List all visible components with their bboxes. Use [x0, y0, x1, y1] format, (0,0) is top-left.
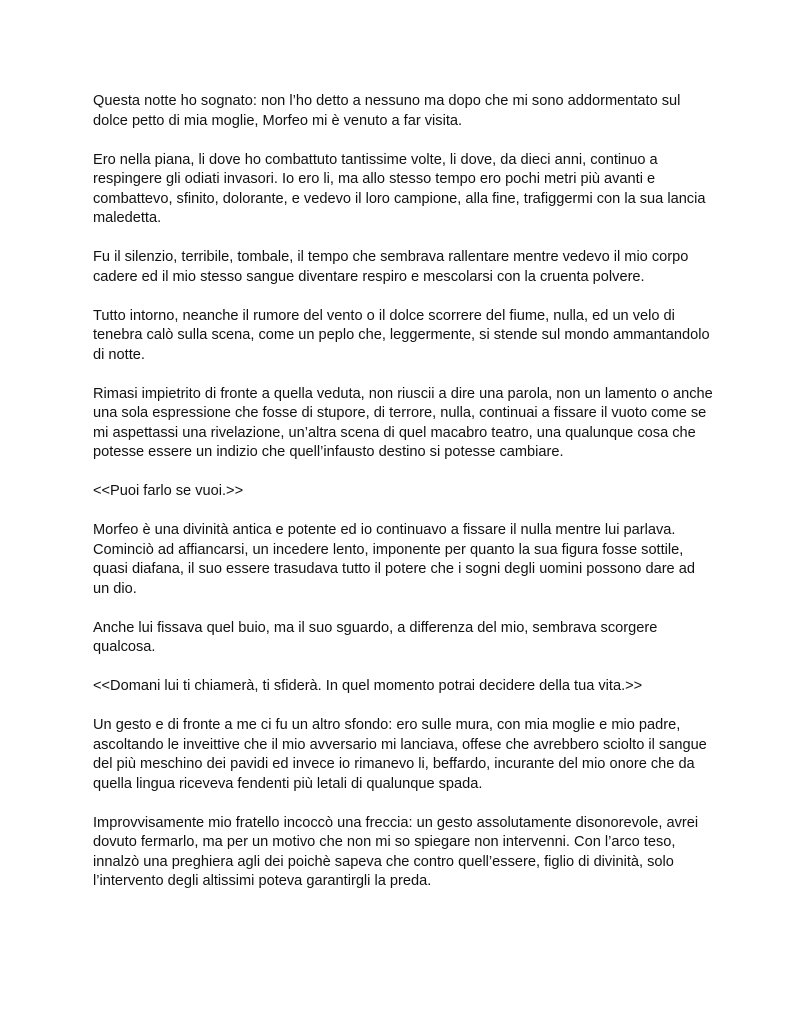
- paragraph-5: Rimasi impietrito di fronte a quella veduta, non riuscii a dire una parola, non un lamento o anche una sola espressione che fosse di stupore, di terrore, nulla, continuai a fissare il vuoto come se mi aspettassi una rivelazione, un’altra scena di quel macabro teatro, una qualunque cosa che potesse essere un indizio che quell’infausto destino si potesse cambiare.: [93, 385, 713, 460]
- paragraph-2: Ero nella piana, li dove ho combattuto tantissime volte, li dove, da dieci anni, continuo a respingere gli odiati invasori. Io ero li, ma allo stesso tempo ero pochi metri più avanti e combattevo, sfinito, dolorante, e vedevo il loro campione, alla fine, trafiggermi con la sua lancia maledetta.: [93, 151, 706, 226]
- paragraph-4: Tutto intorno, neanche il rumore del vento o il dolce scorrere del fiume, nulla, ed un velo di tenebra calò sulla scena, come un peplo che, leggermente, si stende sul mondo ammantandolo di notte.: [93, 307, 710, 363]
- paragraph-1: Questa notte ho sognato: non l’ho detto a nessuno ma dopo che mi sono addormentato sul dolce petto di mia moglie, Morfeo mi è venuto a far visita.: [93, 93, 681, 129]
- paragraph-11: Improvvisamente mio fratello incoccò una freccia: un gesto assolutamente disonorevole, avrei dovuto fermarlo, ma per un motivo che non mi so spiegare non intervenni. Con l’arco teso, innalzò una preghiera agli dei poichè sapeva che contro quell’essere, figlio di divinità, solo l’intervento degli altissimi poteva garantirgli la preda.: [93, 814, 699, 889]
- paragraph-10: Un gesto e di fronte a me ci fu un altro sfondo: ero sulle mura, con mia moglie e mio padre, ascoltando le inveittive che il mio avversario mi lanciava, offese che avrebbero sciolto il sangue del più meschino dei pavidi ed invece io rimanevo li, beffardo, incurante del mio onore che da quella lingua riceveva fendenti più letali di qualunque spada.: [93, 717, 707, 792]
- document-body: [93, 92, 713, 911]
- paragraph-3: Fu il silenzio, terribile, tombale, il tempo che sembrava rallentare mentre vedevo il mio corpo cadere ed il mio stesso sangue diventare respiro e mescolarsi con la cruenta polvere.: [93, 249, 689, 285]
- dialogue-line-2: <<Domani lui ti chiamerà, ti sfiderà. In quel momento potrai decidere della tua vita.>>: [93, 678, 643, 694]
- paragraph-7: Morfeo è una divinità antica e potente ed io continuavo a fissare il nulla mentre lui parlava. Cominciò ad affiancarsi, un incedere lento, imponente per quanto la sua figura fosse sottile, quasi diafana, il suo essere trasudava tutto il potere che i sogni degli uomini possono dare ad un dio.: [93, 522, 695, 597]
- paragraph-8: Anche lui fissava quel buio, ma il suo sguardo, a differenza del mio, sembrava scorgere qualcosa.: [93, 619, 658, 655]
- dialogue-line-1: <<Puoi farlo se vuoi.>>: [93, 483, 244, 499]
